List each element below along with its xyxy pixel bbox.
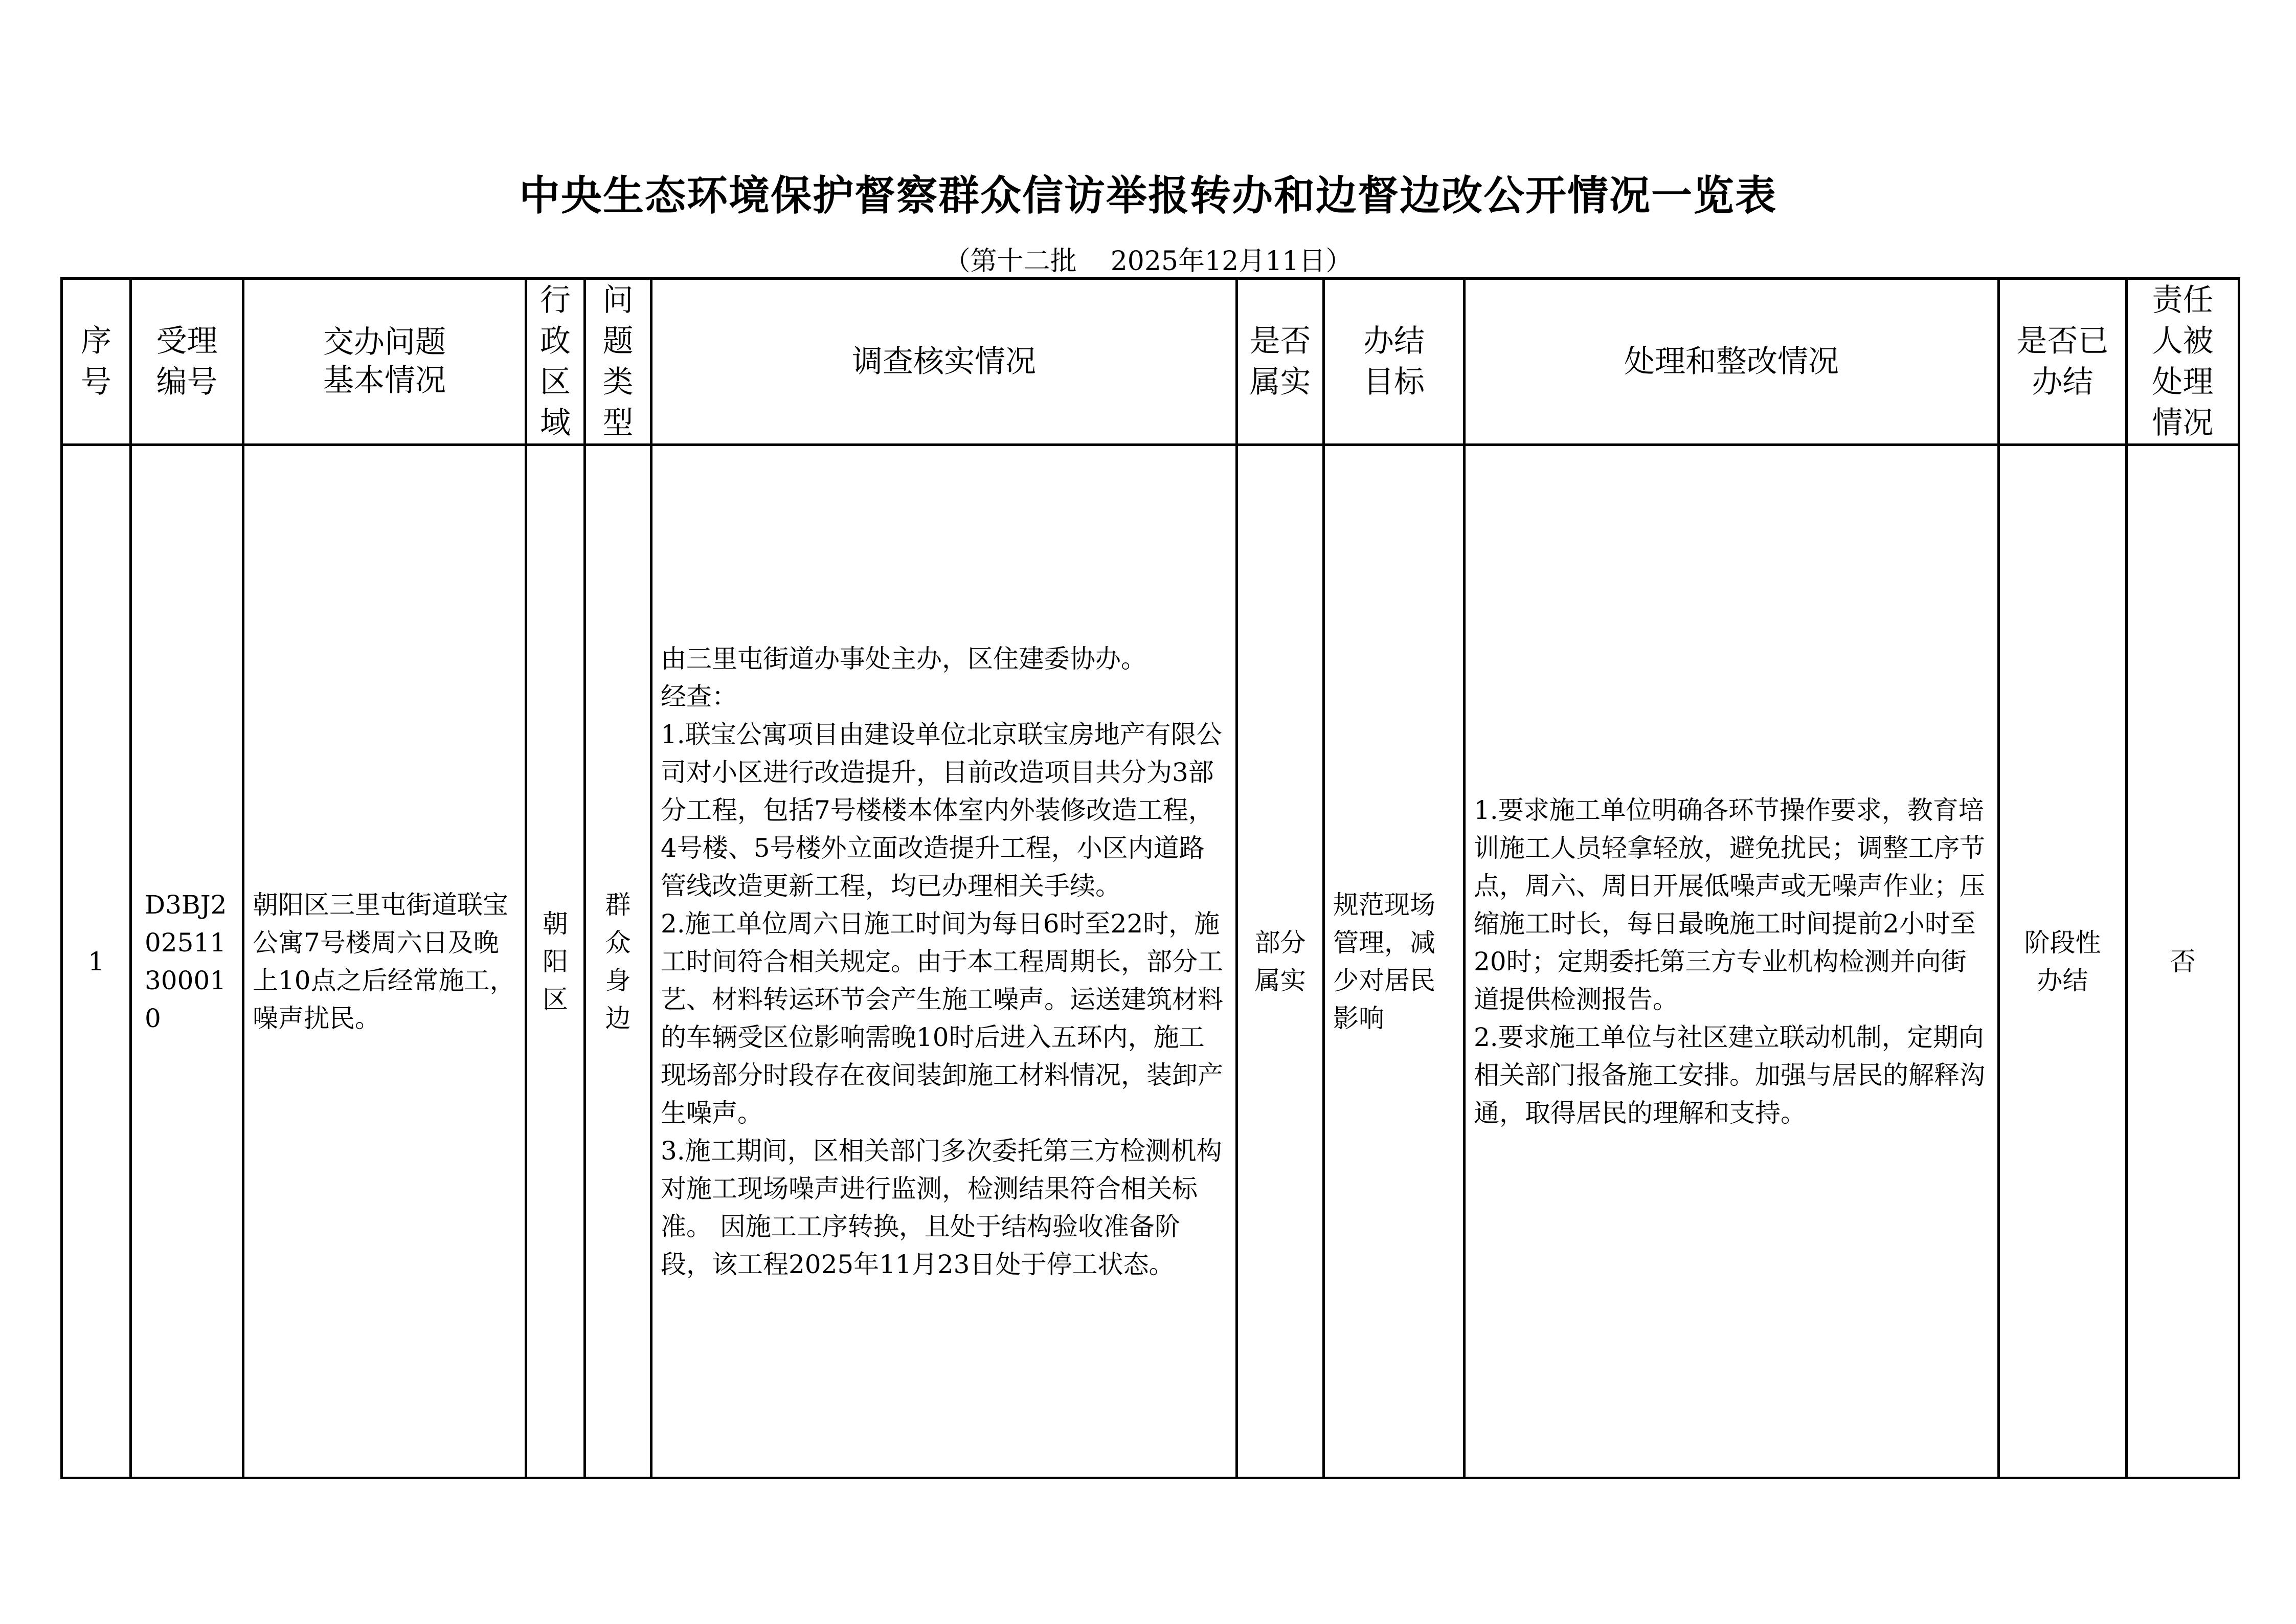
header-district: 行政区域	[526, 279, 585, 445]
cell-handling: 1.要求施工单位明确各环节操作要求，教育培训施工人员轻拿轻放，避免扰民；调整工序节点，周六、周日开展低噪声或无噪声作业；压缩施工时长，每日最晚施工时间提前2小时至20时；定期委托第三方专业机构检测并向街道提供检测报告。 2.要求施工单位与社区建立联动机制，定期向相关部门报备施工安排。加强与居民的解释沟通，取得居民的理解和支持。	[1465, 445, 1999, 1478]
report-table	[60, 277, 2240, 1479]
cell-accountability: 否	[2127, 445, 2239, 1478]
cell-case-id: D3BJ202511300010	[131, 445, 243, 1478]
header-seq: 序号	[62, 279, 131, 445]
document-subtitle: （第十二批 2025年12月11日）	[943, 246, 1353, 277]
header-closed: 是否已办结	[1999, 279, 2127, 445]
cell-seq: 1	[62, 445, 131, 1478]
cell-issue: 朝阳区三里屯街道联宝公寓7号楼周六日及晚上10点之后经常施工，噪声扰民。	[243, 445, 526, 1478]
header-goal: 办结目标	[1324, 279, 1465, 445]
cell-verified: 部分属实	[1237, 445, 1324, 1478]
header-type: 问题类型	[585, 279, 651, 445]
document-title: 中央生态环境保护督察群众信访举报转办和边督边改公开情况一览表	[519, 171, 1777, 219]
header-investigation: 调查核实情况	[651, 279, 1237, 445]
cell-investigation: 由三里屯街道办事处主办，区住建委协办。 经查： 1.联宝公寓项目由建设单位北京联宝房地产有限公司对小区进行改造提升，目前改造项目共分为3部分工程，包括7号楼楼本体室内外装修改造工程，4号楼、5号楼外立面改造提升工程，小区内道路管线改造更新工程，均已办理相关手续。 2.施工单位周六日施工时间为每日6时至22时，施工时间符合相关规定。由于本工程周期长，部分工艺、材料转运环节会产生施工噪声。运送建筑材料的车辆受区位影响需晚10时后进入五环内，施工现场部分时段存在夜间装卸施工材料情况，装卸产生噪声。 3.施工期间，区相关部门多次委托第三方检测机构对施工现场噪声进行监测，检测结果符合相关标准。 因施工工序转换，且处于结构验收准备阶段，该工程2025年11月23日处于停工状态。	[651, 445, 1237, 1478]
header-accountability: 责任人被处理情况	[2127, 279, 2239, 445]
header-verified: 是否属实	[1237, 279, 1324, 445]
cell-goal: 规范现场管理，减少对居民影响	[1324, 445, 1465, 1478]
cell-district: 朝阳区	[526, 445, 585, 1478]
header-case-id: 受理编号	[131, 279, 243, 445]
cell-closed: 阶段性办结	[1999, 445, 2127, 1478]
table-row	[62, 445, 2239, 1478]
cell-type: 群众身边	[585, 445, 651, 1478]
table-header-row	[62, 279, 2239, 445]
header-issue: 交办问题 基本情况	[243, 279, 526, 445]
header-handling: 处理和整改情况	[1465, 279, 1999, 445]
